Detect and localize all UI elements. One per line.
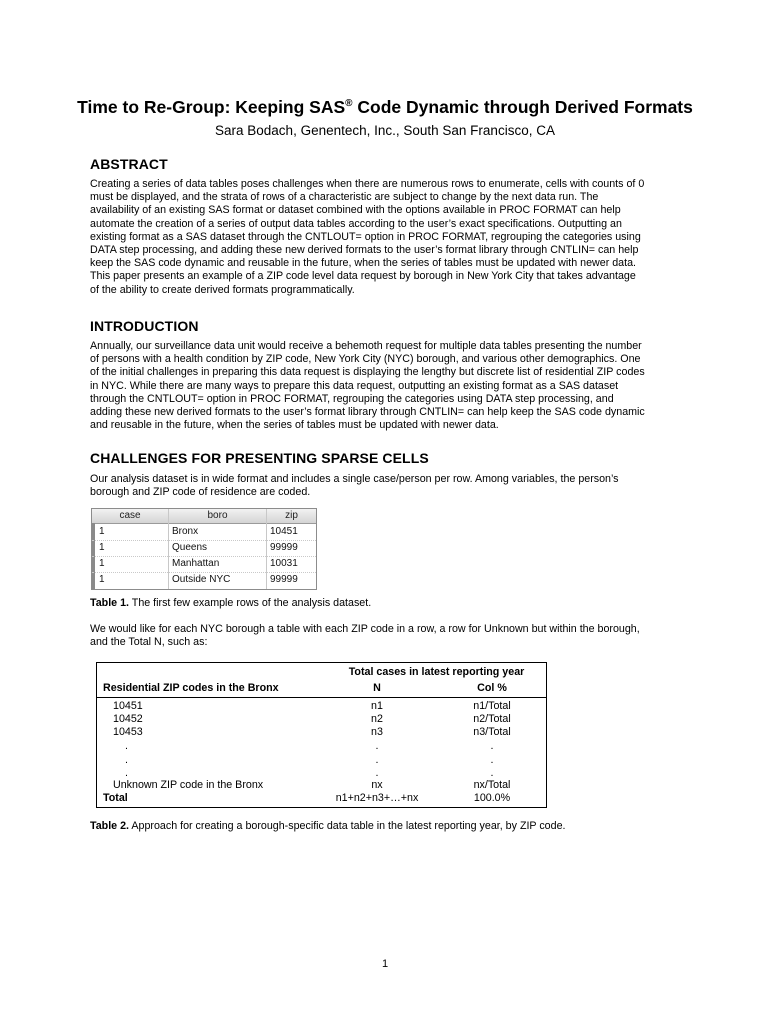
table2-caption-label: Table 2. bbox=[90, 820, 130, 832]
column-header-case: case bbox=[119, 510, 141, 521]
author-line: Sara Bodach, Genentech, Inc., South San Francisco, CA bbox=[215, 123, 555, 138]
page-number: 1 bbox=[381, 958, 389, 970]
table1-caption-text: The first few example rows of the analysis dataset. bbox=[129, 597, 372, 609]
cell-case: 1 bbox=[99, 542, 105, 553]
cell-zip: 99999 bbox=[270, 574, 298, 585]
table2-caption bbox=[90, 820, 566, 832]
table2-unknown-label: Unknown ZIP code in the Bronx bbox=[113, 779, 264, 791]
table2-row-label: 10453 bbox=[113, 726, 143, 738]
challenges-line: Our analysis dataset is in wide format and includes a single case/person per row. Among variables, the person’s bbox=[90, 473, 619, 485]
table2-row-header: Residential ZIP codes in the Bronx bbox=[103, 682, 279, 694]
table2-row-n: n3 bbox=[371, 726, 383, 738]
introduction-line: of persons with a health condition by ZIP code, New York City (NYC) borough, and various other demographics. One bbox=[90, 353, 641, 366]
challenges-heading: CHALLENGES FOR PRESENTING SPARSE CELLS bbox=[90, 450, 429, 466]
borough-line: We would like for each NYC borough a table with each ZIP code in a row, a row for Unknown but within the borough, bbox=[90, 623, 640, 635]
column-header-zip: zip bbox=[285, 510, 298, 521]
cell-zip: 10031 bbox=[270, 558, 298, 569]
table2-caption-text: Approach for creating a borough-specific data table in the latest reporting year, by ZIP code. bbox=[129, 820, 566, 832]
table2-total-label: Total bbox=[103, 792, 128, 804]
abstract-line: automate the creation of a series of output data tables according to the user’s exact specifications. Outputting an bbox=[90, 217, 622, 230]
borough-line: and the Total N, such as: bbox=[90, 636, 208, 649]
cell-boro: Bronx bbox=[172, 526, 199, 537]
table2-total-pct: 100.0% bbox=[473, 792, 511, 804]
table2-row-pct: n3/Total bbox=[473, 726, 511, 738]
abstract-line: availability of an existing SAS format or dataset combined with the options available in PROC FORMAT can help bbox=[90, 204, 621, 217]
table-row bbox=[92, 572, 316, 588]
table2-row-label: 10452 bbox=[113, 713, 143, 725]
borough-zip-table bbox=[96, 662, 547, 808]
title-rest: Code Dynamic through Derived Formats bbox=[352, 97, 693, 117]
introduction-line: of the initial challenges in preparing this data request is displaying the lengthy but discrete list of residential ZIP codes bbox=[90, 366, 645, 379]
table2-row-pct: n1/Total bbox=[473, 700, 511, 712]
table2-unknown-pct: nx/Total bbox=[473, 779, 511, 791]
abstract-line: of the ability to create derived formats programmatically. bbox=[90, 283, 355, 296]
table1-caption bbox=[90, 597, 371, 609]
introduction-body bbox=[90, 340, 682, 432]
cell-case: 1 bbox=[99, 558, 105, 569]
abstract-line: existing format as a SAS dataset through the CNTLOUT= option in PROC FORMAT, regrouping the categories using bbox=[90, 230, 641, 243]
cell-boro: Outside NYC bbox=[172, 574, 231, 585]
table2-row-pct: . bbox=[490, 767, 494, 779]
table2-col-pct-header: Col % bbox=[477, 682, 507, 694]
cell-boro: Manhattan bbox=[172, 558, 220, 569]
cell-zip: 99999 bbox=[270, 542, 298, 553]
table2-row-n: n2 bbox=[371, 713, 383, 725]
table2-header-rule bbox=[97, 697, 546, 698]
registered-mark: ® bbox=[345, 98, 353, 109]
abstract-body bbox=[90, 178, 682, 297]
cell-boro: Queens bbox=[172, 542, 208, 553]
column-header-boro: boro bbox=[207, 510, 228, 521]
introduction-line: through the CNTLOUT= option in PROC FORMAT, regrouping the categories using DATA step processing, and bbox=[90, 392, 614, 405]
table-row bbox=[92, 524, 316, 541]
table2-row-label: . bbox=[125, 767, 128, 779]
dataset-table bbox=[91, 508, 317, 590]
table2-row-pct: . bbox=[490, 754, 494, 766]
table2-row-label: 10451 bbox=[113, 700, 143, 712]
abstract-heading: ABSTRACT bbox=[90, 156, 168, 172]
table-row bbox=[92, 556, 316, 573]
abstract-line: DATA step processing, and adding these new derived formats to the user’s format library through CNTLIN= can help bbox=[90, 244, 639, 257]
challenges-line: borough and ZIP code of residence are coded. bbox=[90, 486, 311, 499]
paper-title bbox=[0, 97, 770, 118]
table2-total-n: n1+n2+n3+…+nx bbox=[335, 792, 419, 804]
introduction-line: adding these new derived formats to the user’s format library through CNTLIN= can help keep the SAS code dynamic bbox=[90, 406, 645, 419]
abstract-line: This paper presents an example of a ZIP code level data request by borough in New York City that takes advantage bbox=[90, 270, 636, 283]
table2-row-n: . bbox=[375, 754, 379, 766]
title-main: Time to Re-Group: Keeping SAS bbox=[77, 97, 346, 117]
table2-row-label: . bbox=[125, 740, 128, 752]
borough-paragraph bbox=[90, 623, 682, 649]
introduction-heading: INTRODUCTION bbox=[90, 318, 199, 334]
table2-row-n: n1 bbox=[371, 700, 383, 712]
table2-row-n: . bbox=[375, 767, 379, 779]
cell-case: 1 bbox=[99, 526, 105, 537]
abstract-line: must be displayed, and the strata of rows of a characteristic are subject to change by the next data run. The bbox=[90, 191, 599, 204]
table2-row-n: . bbox=[375, 740, 379, 752]
table-row bbox=[92, 540, 316, 557]
table2-row-pct: n2/Total bbox=[473, 713, 511, 725]
table2-row-label: . bbox=[125, 754, 128, 766]
table2-col-n-header: N bbox=[373, 682, 381, 694]
table2-row-pct: . bbox=[490, 740, 494, 752]
introduction-line: Annually, our surveillance data unit would receive a behemoth request for multiple data tables presenting the number bbox=[90, 340, 642, 352]
dataset-table-header bbox=[92, 509, 316, 524]
table2-top-header: Total cases in latest reporting year bbox=[348, 666, 525, 678]
introduction-line: and reusable in the future, when the series of tables must be updated with newer data. bbox=[90, 419, 499, 432]
abstract-line: Creating a series of data tables poses challenges when there are numerous rows to enumerate, cells with counts of 0 bbox=[90, 178, 645, 190]
abstract-line: keep the SAS code dynamic and reusable in the future, when the series of tables must be updated with newer data. bbox=[90, 257, 636, 270]
table2-unknown-n: nx bbox=[371, 779, 383, 791]
cell-zip: 10451 bbox=[270, 526, 298, 537]
introduction-line: in NYC. While there are many ways to prepare this data request, outputting an existing format as a SAS dataset bbox=[90, 379, 619, 392]
cell-case: 1 bbox=[99, 574, 105, 585]
table1-caption-label: Table 1. bbox=[90, 597, 130, 609]
challenges-body bbox=[90, 473, 682, 499]
